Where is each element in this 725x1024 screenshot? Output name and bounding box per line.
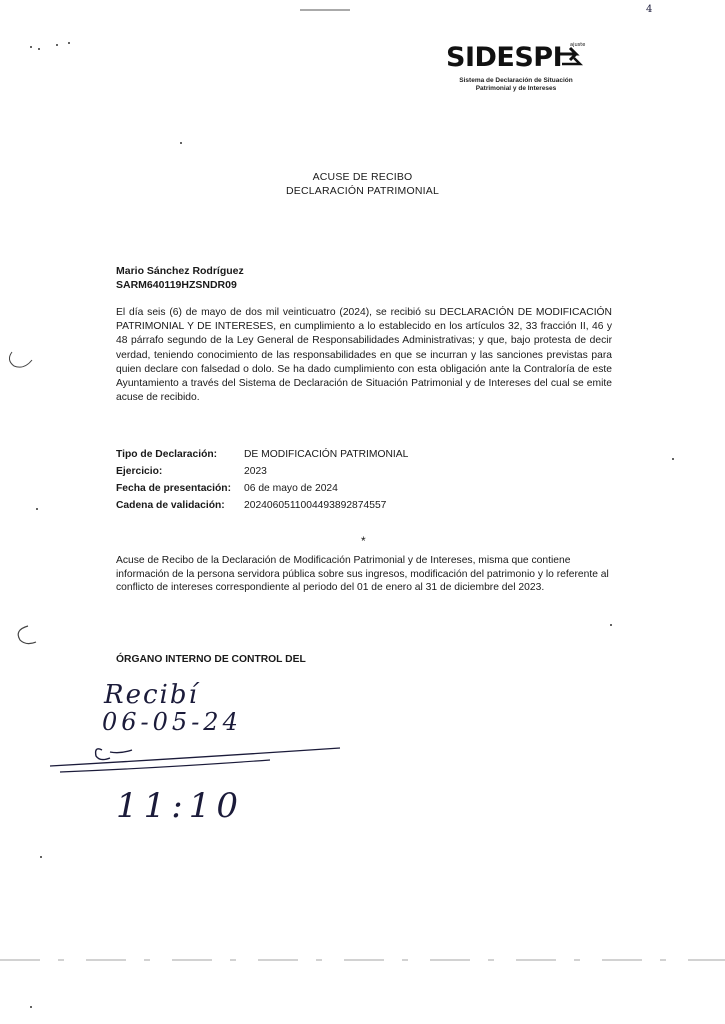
detail-label: Fecha de presentación: <box>116 483 232 494</box>
body-paragraph: El día seis (6) de mayo de dos mil veinticuatro (2024), se recibió su DECLARACIÓN DE MODIFICACIÓN PATRIMONIAL Y DE INTERESES, en cumplimiento a lo establecido en los artículos 32, 33 fracción II, 46 y 48 párrafo segundo de la Ley General de Responsabilidades Administrativas; y que, bajo protesta de decir verdad, teniendo conocimiento de las responsabilidades en que se incurran y las sanciones previstas para quien declare con falsedad o dolo. Se ha dado cumplimiento con esta obligación ante la Contraloría de este Ayuntamiento a través del Sistema de Declaración de Situación Patrimonial y de Intereses del cual se emite acuse de recibido. <box>116 307 612 404</box>
separator-mark: * <box>361 534 366 548</box>
title-line1: ACUSE DE RECIBO <box>312 171 413 183</box>
declaration-details <box>116 446 408 514</box>
recipient-block <box>116 264 244 292</box>
logo-arrow-mark <box>556 40 586 74</box>
detail-value: 2023 <box>244 466 267 477</box>
logo-subtitle-line2: Patrimonial y de Intereses <box>475 85 557 92</box>
detail-value: 20240605110044938928745​57 <box>244 500 387 511</box>
logo-mark-text: ajuste <box>570 42 586 48</box>
logo-wordmark: SIDESPI <box>446 42 563 73</box>
page-number: 4 <box>646 4 653 15</box>
detail-value: DE MODIFICACIÓN PATRIMONIAL <box>244 449 409 460</box>
recipient-rfc: SARM640119HZSNDR09 <box>116 279 237 291</box>
detail-row <box>116 463 408 480</box>
detail-label: Tipo de Declaración: <box>116 449 218 460</box>
handwritten-signature <box>40 738 350 778</box>
handwritten-time: 11:10 <box>116 786 244 826</box>
detail-value: 06 de mayo de 2024 <box>244 483 338 494</box>
organ-heading: ÓRGANO INTERNO DE CONTROL DEL <box>116 654 306 665</box>
sidespi-logo <box>446 40 596 100</box>
document-title <box>0 170 725 198</box>
detail-label: Cadena de validación: <box>116 500 225 511</box>
logo-subtitle-line1: Sistema de Declaración de Situación <box>459 77 573 84</box>
detail-row <box>116 446 408 463</box>
note-paragraph: Acuse de Recibo de la Declaración de Modificación Patrimonial y de Intereses, misma que contiene información de la persona servidora pública sobre sus ingresos, modificación del patrimonio y lo referente al conflicto de intereses correspondiente al periodo del 01 de enero al 31 de diciembre del 2023. <box>116 555 609 594</box>
detail-row <box>116 480 408 497</box>
recipient-name: Mario Sánchez Rodríguez <box>116 265 244 277</box>
handwritten-received: Recibí <box>104 680 199 710</box>
title-line2: DECLARACIÓN PATRIMONIAL <box>286 185 439 197</box>
detail-row <box>116 497 408 514</box>
logo-subtitle <box>448 77 584 93</box>
handwritten-date: 06-05-24 <box>102 708 242 736</box>
detail-label: Ejercicio: <box>116 466 163 477</box>
